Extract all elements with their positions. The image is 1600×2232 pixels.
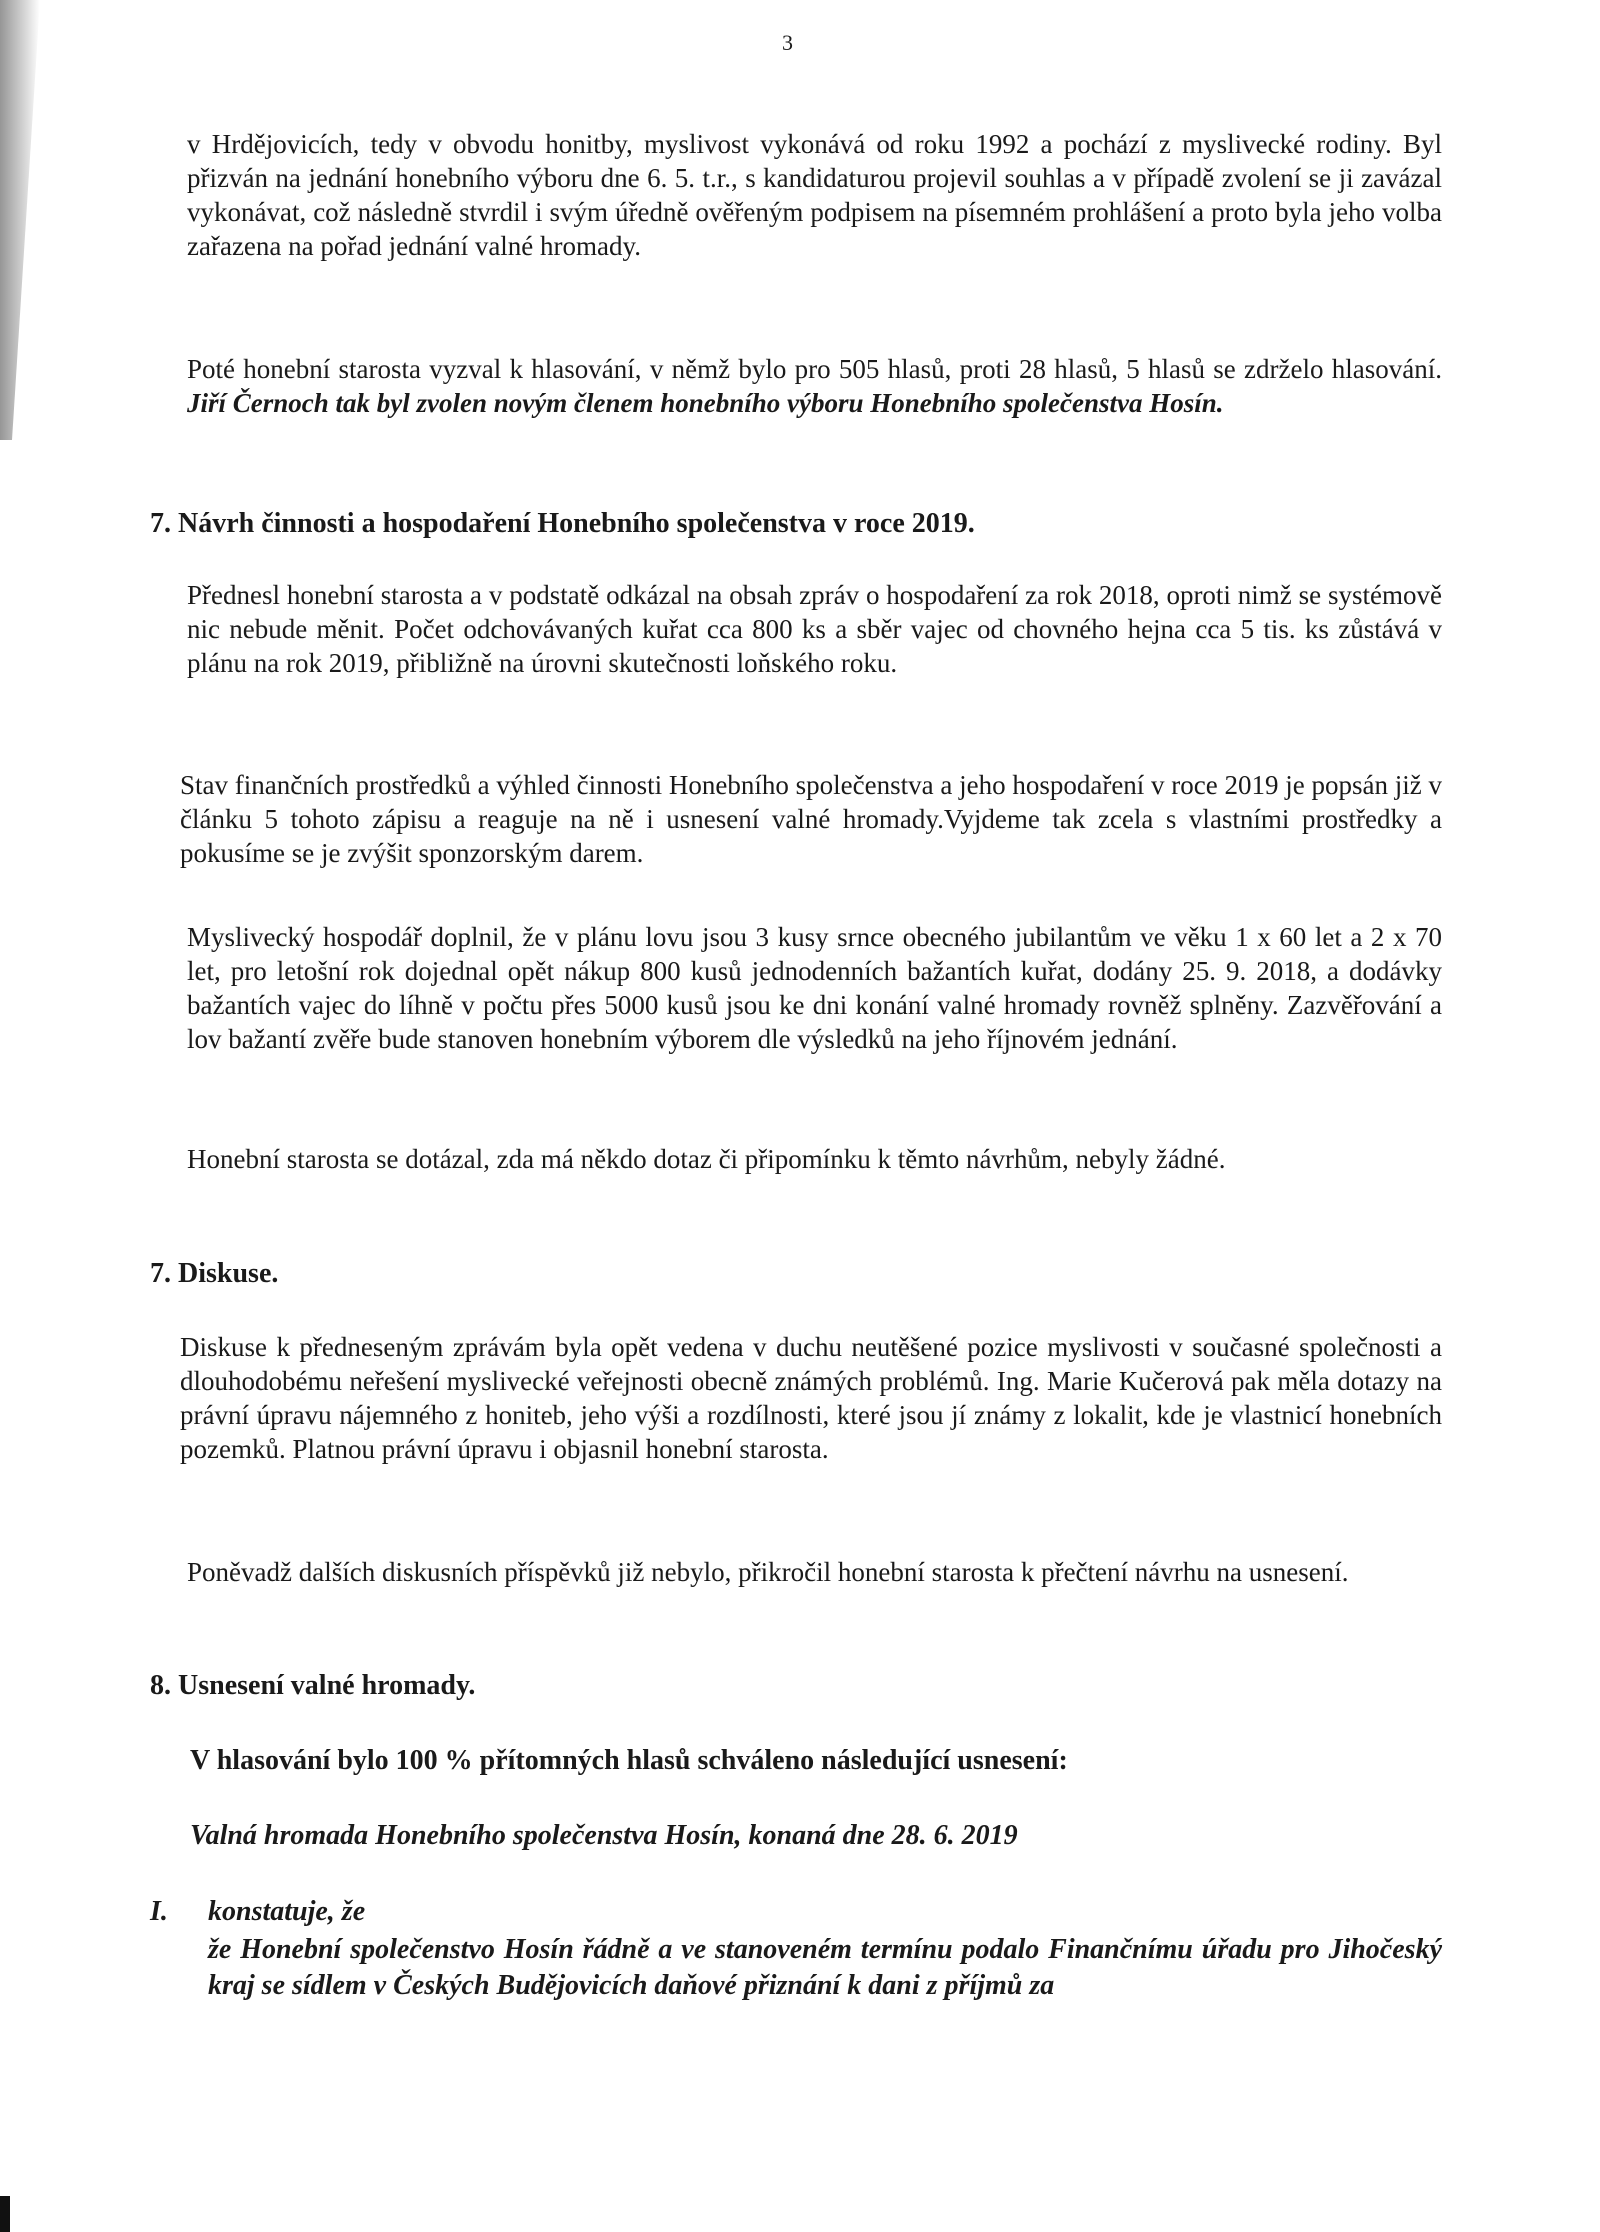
resolution-assembly: Valná hromada Honebního společenstva Hosín, konaná dne 28. 6. 2019 (190, 1820, 1018, 1851)
election-result-text: Jiří Černoch tak byl zvolen novým členem honebního výboru Honebního společenstva Hosín. (187, 388, 1224, 418)
paragraph-vote-result (187, 352, 1442, 420)
heading-section-8-resolution: 8. Usnesení valné hromady. (150, 1670, 476, 1701)
paragraph-discussion: Diskuse k předneseným zprávám byla opět vedena v duchu neutěšené pozice myslivosti v současné společnosti a dlouhodobému neřešení myslivecké veřejnosti obecně známých problémů. Ing. Marie Kučerová pak měla dotazy na právní úpravu nájemného z honiteb, jeho výši a rozdílnosti, které jsou jí známy z lokalit, kde je vlastnicí honebních pozemků. Platnou právní úpravu i objasnil honební starosta. (180, 1332, 1442, 1464)
page-number: 3 (782, 30, 793, 55)
paragraph-candidate-info: v Hrdějovicích, tedy v obvodu honitby, myslivost vykonává od roku 1992 a pochází z myslivecké rodiny. Byl přizván na jednání honebního výboru dne 6. 5. t.r., s kandidaturou projevil souhlas a v případě zvolení se ji zavázal vykonávat, což následně stvrdil i svým úředně ověřeným podpisem na písemném prohlášení a proto byla jeho volba zařazena na pořad jednání valné hromady. (187, 129, 1442, 261)
paragraph-game-manager: Myslivecký hospodář doplnil, že v plánu lovu jsou 3 kusy srnce obecného jubilantům ve věku 1 x 60 let a 2 x 70 let, pro letošní rok dojednal opět nákup 800 kusů jednodenních bažantích kuřat, dodány 25. 9. 2018, a dodávky bažantích vajec do líhně v počtu přes 5000 kusů jsou ke dni konání valné hromady rovněž splněny. Zazvěřování a lov bažantí zvěře bude stanoven honebním výborem dle výsledků na jeho říjnovém jednání. (187, 922, 1442, 1054)
paragraph-hunting-report: Přednesl honební starosta a v podstatě odkázal na obsah zpráv o hospodaření za rok 2018, oproti nimž se systémově nic nebude měnit. Počet odchovávaných kuřat cca 800 ks a sběr vajec od chovného hejna cca 5 tis. ks zůstává v plánu na rok 2019, přibližně na úrovni skutečnosti loňského roku. (187, 580, 1442, 678)
resolution-item-title: konstatuje, že (208, 1896, 366, 1927)
resolution-item-number: I. (150, 1896, 168, 1927)
vote-result-text: Poté honební starosta vyzval k hlasování, v němž bylo pro 505 hlasů, proti 28 hlasů, 5 hlasů se zdrželo hlasování. (187, 354, 1442, 384)
scan-mark (0, 2196, 10, 2232)
paragraph-finances: Stav finančních prostředků a výhled činnosti Honebního společenstva a jeho hospodaření v roce 2019 je popsán již v článku 5 tohoto zápisu a reaguje na ně i usnesení valné hromady.Vyjdeme tak zcela s vlastními prostředky a pokusíme se je zvýšit sponzorským darem. (180, 770, 1442, 868)
scan-edge-shadow (0, 0, 40, 440)
resolution-item-text: že Honební společenstvo Hosín řádně a ve stanoveném termínu podalo Finančnímu úřadu pro Jihočeský kraj se sídlem v Českých Budějovicích daňové přiznání k dani z příjmů za (208, 1934, 1442, 2001)
heading-section-7-plan: 7. Návrh činnosti a hospodaření Honebního společenstva v roce 2019. (150, 508, 975, 539)
heading-section-7-discussion: 7. Diskuse. (150, 1258, 279, 1289)
paragraph-closing-discussion: Poněvadž dalších diskusních příspěvků již nebylo, přikročil honební starosta k přečtení návrhu na usnesení. (187, 1557, 1349, 1587)
paragraph-questions: Honební starosta se dotázal, zda má někdo dotaz či připomínku k těmto návrhům, nebyly žádné. (187, 1144, 1226, 1174)
resolution-vote: V hlasování bylo 100 % přítomných hlasů schváleno následující usnesení: (190, 1745, 1068, 1776)
